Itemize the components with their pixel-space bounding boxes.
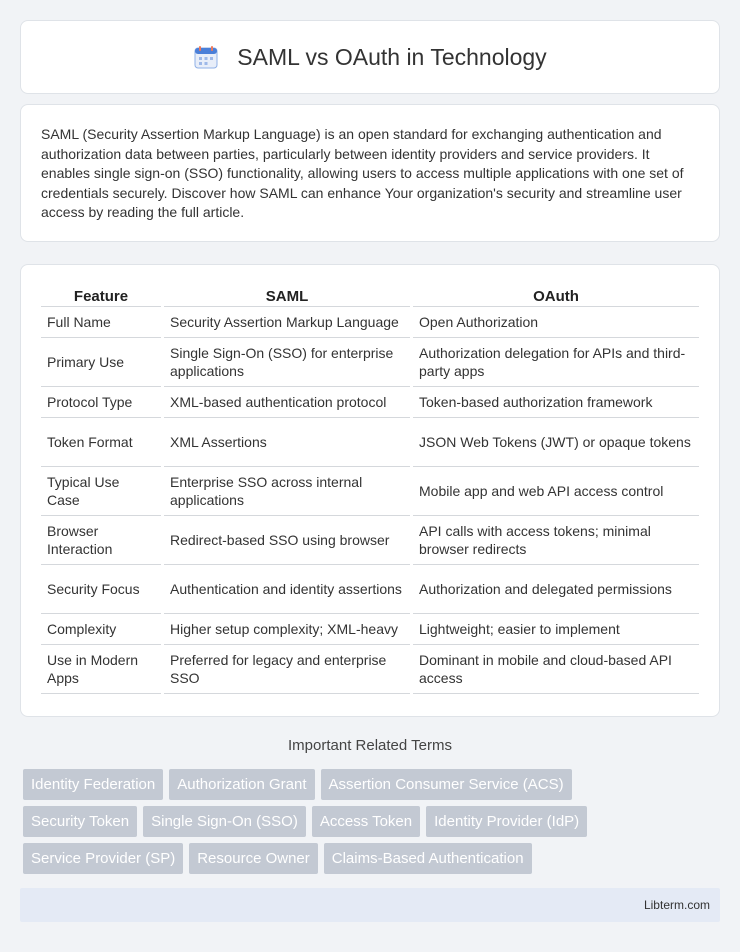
table-row bbox=[41, 418, 699, 467]
related-term-tag[interactable]: Service Provider (SP) bbox=[23, 843, 183, 874]
related-term-tag[interactable]: Identity Provider (IdP) bbox=[426, 806, 587, 837]
table-cell: Complexity bbox=[41, 614, 161, 645]
related-terms-row bbox=[23, 769, 723, 800]
column-header: SAML bbox=[164, 285, 410, 307]
header-card bbox=[20, 20, 720, 94]
table-cell: Authorization and delegated permissions bbox=[413, 565, 699, 614]
footer bbox=[20, 888, 720, 922]
table-cell: Authentication and identity assertions bbox=[164, 565, 410, 614]
footer-link[interactable]: Libterm.com bbox=[643, 898, 710, 912]
table-cell: Full Name bbox=[41, 307, 161, 338]
related-term-tag[interactable]: Assertion Consumer Service (ACS) bbox=[321, 769, 572, 800]
comparison-table bbox=[38, 285, 702, 694]
table-cell: Use in Modern Apps bbox=[41, 645, 161, 694]
table-cell: Preferred for legacy and enterprise SSO bbox=[164, 645, 410, 694]
table-cell: Security Focus bbox=[41, 565, 161, 614]
table-row bbox=[41, 614, 699, 645]
table-cell: XML-based authentication protocol bbox=[164, 387, 410, 418]
table-cell: XML Assertions bbox=[164, 418, 410, 467]
related-terms-row bbox=[23, 843, 723, 874]
table-cell: Dominant in mobile and cloud-based API access bbox=[413, 645, 699, 694]
related-term-tag[interactable]: Security Token bbox=[23, 806, 137, 837]
table-cell: Protocol Type bbox=[41, 387, 161, 418]
related-term-tag[interactable]: Claims-Based Authentication bbox=[324, 843, 532, 874]
table-row bbox=[41, 516, 699, 565]
column-header: Feature bbox=[41, 285, 161, 307]
table-cell: Primary Use bbox=[41, 338, 161, 387]
table-row bbox=[41, 338, 699, 387]
column-header: OAuth bbox=[413, 285, 699, 307]
table-cell: Single Sign-On (SSO) for enterprise applications bbox=[164, 338, 410, 387]
table-row bbox=[41, 467, 699, 516]
related-terms bbox=[23, 769, 723, 880]
related-term-tag[interactable]: Access Token bbox=[312, 806, 420, 837]
related-term-tag[interactable]: Resource Owner bbox=[189, 843, 318, 874]
table-cell: Security Assertion Markup Language bbox=[164, 307, 410, 338]
table-cell: Redirect-based SSO using browser bbox=[164, 516, 410, 565]
page-title: SAML vs OAuth in Technology bbox=[237, 43, 547, 70]
related-term-tag[interactable]: Identity Federation bbox=[23, 769, 163, 800]
calendar-icon bbox=[193, 44, 219, 70]
table-cell: Browser Interaction bbox=[41, 516, 161, 565]
intro-card bbox=[20, 104, 720, 242]
table-cell: Enterprise SSO across internal applications bbox=[164, 467, 410, 516]
table-cell: Open Authorization bbox=[413, 307, 699, 338]
related-terms-row bbox=[23, 806, 723, 837]
table-cell: Lightweight; easier to implement bbox=[413, 614, 699, 645]
table-cell: Higher setup complexity; XML-heavy bbox=[164, 614, 410, 645]
table-cell: Typical Use Case bbox=[41, 467, 161, 516]
table-cell: Authorization delegation for APIs and third-party apps bbox=[413, 338, 699, 387]
related-term-tag[interactable]: Single Sign-On (SSO) bbox=[143, 806, 306, 837]
table-cell: Token-based authorization framework bbox=[413, 387, 699, 418]
table-cell: Token Format bbox=[41, 418, 161, 467]
table-cell: API calls with access tokens; minimal browser redirects bbox=[413, 516, 699, 565]
related-terms-title: Important Related Terms bbox=[288, 737, 452, 754]
table-row bbox=[41, 307, 699, 338]
table-cell: JSON Web Tokens (JWT) or opaque tokens bbox=[413, 418, 699, 467]
intro-text: SAML (Security Assertion Markup Language) is an open standard for exchanging authentication and authorization data between parties, particularly between identity providers and service providers. It enables single sign-on (SSO) functionality, allowing users to access multiple applications with one set of credentials securely. Discover how SAML can enhance Your organization's security and streamline user access by reading the full article. bbox=[41, 126, 684, 220]
table-row bbox=[41, 645, 699, 694]
table-row bbox=[41, 565, 699, 614]
related-term-tag[interactable]: Authorization Grant bbox=[169, 769, 314, 800]
table-cell: Mobile app and web API access control bbox=[413, 467, 699, 516]
comparison-table-card bbox=[20, 264, 720, 717]
table-row bbox=[41, 387, 699, 418]
